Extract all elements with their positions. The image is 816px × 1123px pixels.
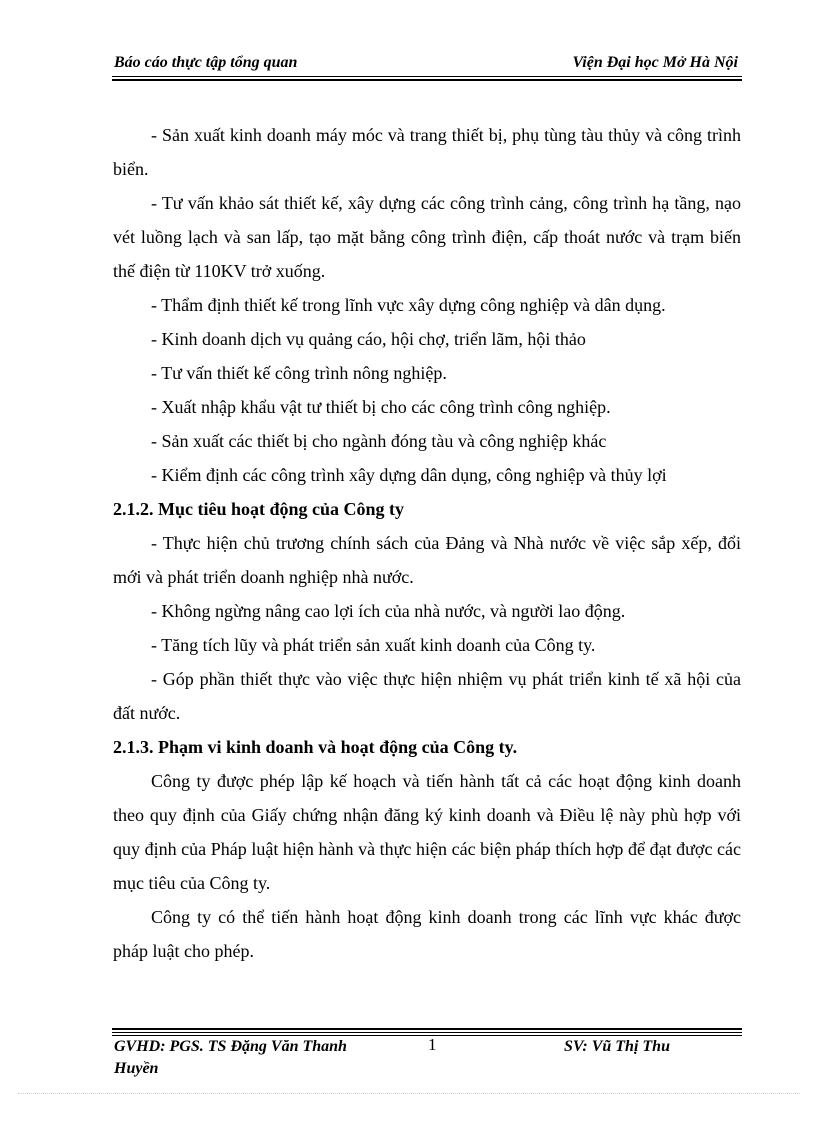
scope-paragraph-2: Công ty có thể tiến hành hoạt động kinh doanh trong các lĩnh vực khác được pháp luật cho phép. bbox=[113, 907, 741, 961]
footer-rule-thin bbox=[112, 1032, 742, 1033]
item-import-export: - Xuất nhập khẩu vật tư thiết bị cho các công trình công nghiệp. bbox=[151, 397, 611, 417]
objective-development: - Góp phần thiết thực vào việc thực hiện nhiệm vụ phát triển kinh tế xã hội của đất nước. bbox=[113, 669, 741, 723]
header-rule-thick bbox=[112, 79, 742, 81]
page-header bbox=[112, 52, 740, 74]
section-heading-objectives: 2.1.2. Mục tiêu hoạt động của Công ty bbox=[113, 499, 405, 519]
objective-accumulation: - Tăng tích lũy và phát triển sản xuất kinh doanh của Công ty. bbox=[151, 635, 596, 655]
page-bottom-border bbox=[18, 1093, 800, 1094]
section-heading-scope: 2.1.3. Phạm vi kinh doanh và hoạt động của Công ty. bbox=[113, 737, 518, 757]
document-body bbox=[113, 118, 741, 968]
header-rule-thin bbox=[112, 76, 742, 77]
scope-paragraph-1: Công ty được phép lập kế hoạch và tiến hành tất cả các hoạt động kinh doanh theo quy định của Giấy chứng nhận đăng ký kinh doanh và Điều lệ này phù hợp với quy định của Pháp luật hiện hành và thực hiện các biện pháp thích hợp để đạt được các mục tiêu của Công ty. bbox=[113, 771, 741, 893]
page-number: 1 bbox=[428, 1035, 437, 1054]
item-advertising: - Kinh doanh dịch vụ quảng cáo, hội chợ, triển lãm, hội thảo bbox=[151, 329, 586, 349]
item-consulting-survey: - Tư vấn khảo sát thiết kế, xây dựng các công trình cảng, công trình hạ tầng, nạo vét luồng lạch và san lấp, tạo mặt bằng công trình điện, cấp thoát nước và trạm biến thế điện từ 110KV trở xuống. bbox=[113, 193, 741, 281]
item-machinery: - Sản xuất kinh doanh máy móc và trang thiết bị, phụ tùng tàu thủy và công trình biển. bbox=[113, 125, 741, 179]
footer-rule-thick bbox=[112, 1028, 742, 1030]
header-report-title: Báo cáo thực tập tổng quan bbox=[114, 54, 298, 71]
item-agricultural-design: - Tư vấn thiết kế công trình nông nghiệp. bbox=[151, 363, 447, 383]
footer-advisor: GVHD: PGS. TS Đặng Văn Thanh Huyền bbox=[114, 1038, 347, 1077]
objective-benefits: - Không ngừng nâng cao lợi ích của nhà nước, và người lao động. bbox=[151, 601, 626, 621]
objective-policy: - Thực hiện chủ trương chính sách của Đảng và Nhà nước về việc sắp xếp, đổi mới và phát triển doanh nghiệp nhà nước. bbox=[113, 533, 741, 587]
header-institution: Viện Đại học Mở Hà Nội bbox=[572, 54, 738, 71]
footer-student: SV: Vũ Thị Thu bbox=[564, 1038, 670, 1055]
item-inspection: - Kiểm định các công trình xây dựng dân dụng, công nghiệp và thủy lợi bbox=[151, 465, 667, 485]
item-design-appraisal: - Thẩm định thiết kế trong lĩnh vực xây dựng công nghiệp và dân dụng. bbox=[151, 295, 666, 315]
item-shipbuilding-equipment: - Sản xuất các thiết bị cho ngành đóng tàu và công nghiệp khác bbox=[151, 431, 607, 451]
